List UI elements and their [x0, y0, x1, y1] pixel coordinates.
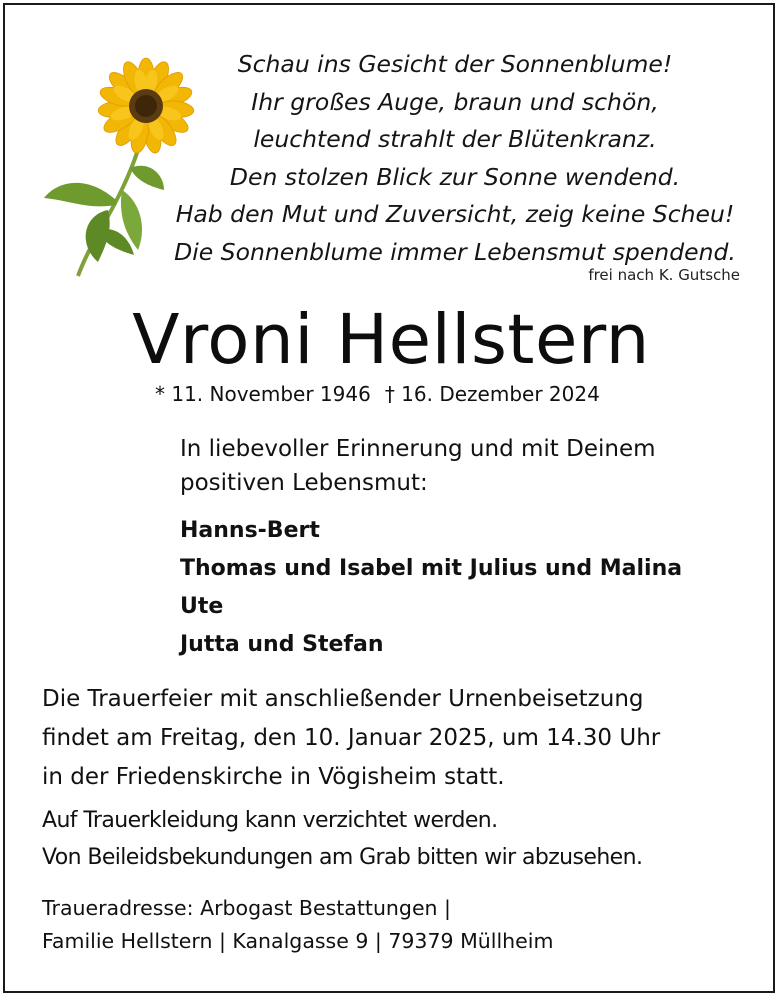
address-line: Traueradresse: Arbogast Bestattungen | — [42, 896, 451, 920]
deceased-name: Vroni Hellstern — [132, 300, 650, 380]
address-line: Familie Hellstern | Kanalgasse 9 | 79379 Müllheim — [42, 929, 554, 953]
service-line: Die Trauerfeier mit anschließender Urnenbeisetzung — [42, 686, 644, 712]
life-dates — [155, 382, 600, 406]
poem — [150, 46, 760, 271]
family-member: Ute — [180, 594, 224, 619]
note-line: Von Beileidsbekundungen am Grab bitten wir abzusehen. — [42, 845, 643, 870]
mourning-address — [42, 892, 742, 958]
memory-line: In liebevoller Erinnerung und mit Deinem — [180, 436, 656, 462]
poem-line: leuchtend strahlt der Blütenkranz. — [253, 125, 657, 153]
service-line: in der Friedenskirche in Vögisheim statt. — [42, 764, 505, 790]
poem-line: Die Sonnenblume immer Lebensmut spendend. — [174, 237, 736, 266]
birth-date: * 11. November 1946 — [155, 382, 371, 406]
service-line: findet am Freitag, den 10. Januar 2025, um 14.30 Uhr — [42, 725, 661, 751]
service-info — [42, 680, 742, 797]
family-member: Hanns-Bert — [180, 518, 320, 543]
death-date: † 16. Dezember 2024 — [384, 382, 600, 406]
poem-line: Den stolzen Blick zur Sonne wendend. — [229, 162, 681, 191]
note-line: Auf Trauerkleidung kann verzichtet werden. — [42, 808, 498, 833]
notes — [42, 802, 752, 876]
poem-line: Ihr großes Auge, braun und schön, — [251, 87, 659, 116]
poem-line: Schau ins Gesicht der Sonnenblume! — [237, 50, 673, 78]
family-list — [180, 512, 682, 664]
poem-line: Hab den Mut und Zuversicht, zeig keine Scheu! — [175, 200, 735, 228]
family-member: Thomas und Isabel mit Julius und Malina — [180, 556, 683, 581]
memory-text — [180, 432, 740, 500]
family-member: Jutta und Stefan — [180, 632, 384, 657]
memory-line: positiven Lebensmut: — [180, 470, 428, 496]
poem-credit: frei nach K. Gutsche — [588, 266, 740, 284]
